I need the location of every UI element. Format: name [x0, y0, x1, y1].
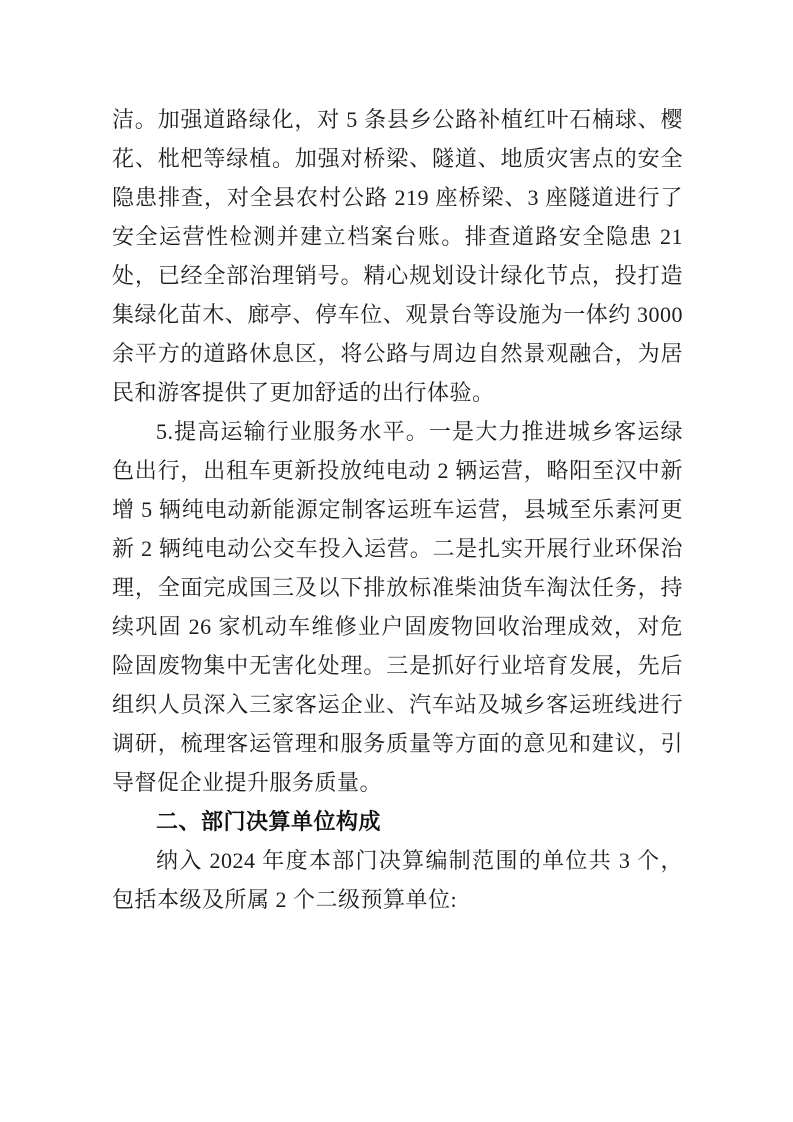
paragraph-transport-service-level: 5.提高运输行业服务水平。一是大力推进城乡客运绿色出行，出租车更新投放纯电动 2 辆运营，略阳至汉中新增 5 辆纯电动新能源定制客运班车运营，县城至乐素河更新 2 辆纯电动公交车投入运营。二是扎实开展行业环保治理，全面完成国三及以下排放标准柴油货车淘汰任务，持续巩固 26 家机动车维修业户固废物回收治理成效，对危险固废物集中无害化处理。三是抓好行业培育发展，先后组织人员深入三家客运企业、汽车站及城乡客运班线进行调研，梳理客运管理和服务质量等方面的意见和建议，引导督促企业提升服务质量。: [112, 419, 683, 795]
paragraph-road-greening-continuation: 洁。加强道路绿化，对 5 条县乡公路补植红叶石楠球、樱花、枇杷等绿植。加强对桥梁、隧道、地质灾害点的安全隐患排查，对全县农村公路 219 座桥梁、3 座隧道进行了安全运营性检测并建立档案台账。排查道路安全隐患 21 处，已经全部治理销号。精心规划设计绿化节点，投打造集绿化苗木、廊亭、停车位、观景台等设施为一体约 3000 余平方的道路休息区，将公路与周边自然景观融合，为居民和游客提供了更加舒适的出行体验。: [112, 107, 683, 405]
paragraph-budget-units: 纳入 2024 年度本部门决算编制范围的单位共 3 个，包括本级及所属 2 个二级预算单位:: [112, 848, 683, 912]
page-content: [112, 100, 683, 919]
section-heading-unit-composition: 二、部门决算单位构成: [156, 809, 382, 834]
